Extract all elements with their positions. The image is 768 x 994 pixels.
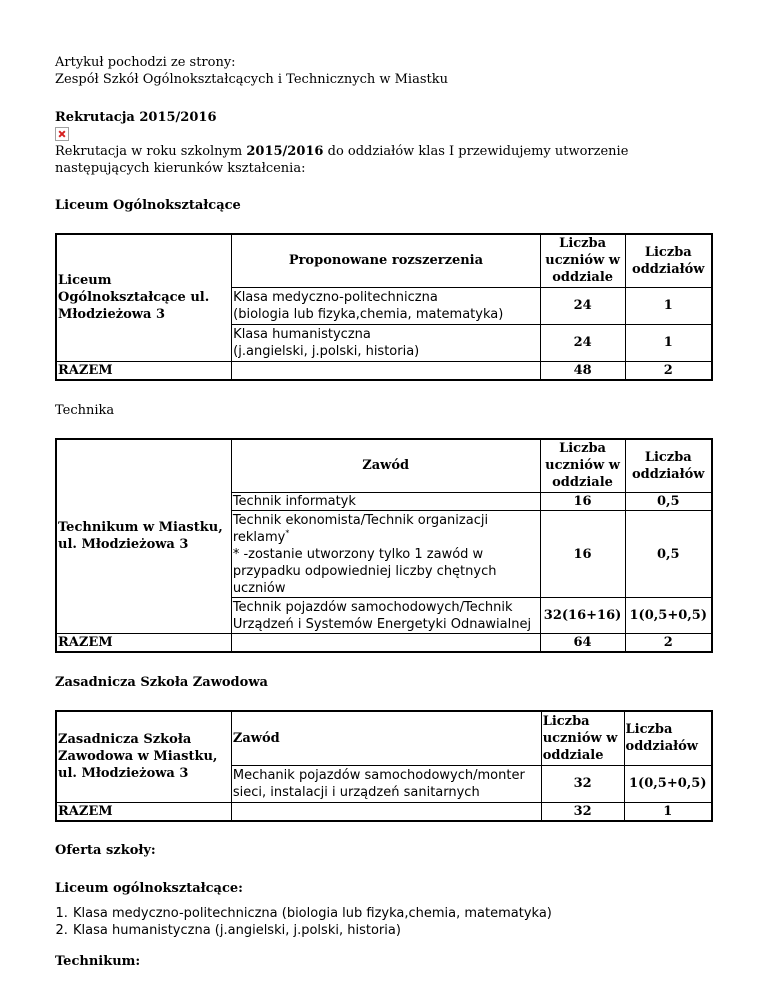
section-title-liceum: Liceum Ogólnokształcące [55,198,241,213]
intro-paragraph [55,143,715,177]
students-cell: 32 [541,765,624,802]
students-cell: 16 [540,511,625,598]
offer-title: Oferta szkoły: [55,842,156,858]
column-header-classes: Liczba oddziałów [625,439,712,493]
school-name-cell: Zasadnicza Szkoła Zawodowa w Miastku, ul. Młodzieżowa 3 [56,711,231,802]
offer-liceum-list [55,905,715,939]
total-classes: 1 [624,802,712,821]
profile-cell: Klasa humanistyczna (j.angielski, j.polski, historia) [232,324,541,361]
column-header-students: Liczba uczniów w oddziale [540,439,625,493]
total-classes: 2 [625,634,712,653]
classes-cell: 0,5 [625,511,712,598]
students-cell: 32(16+16) [540,598,625,634]
section-title-zawodowa: Zasadnicza Szkoła Zawodowa [55,675,268,690]
total-row [56,802,712,821]
school-name-cell: Liceum Ogólnokształcące ul. Młodzieżowa 3 [56,234,232,361]
profile-cell: Technik informatyk [231,493,540,511]
total-label: RAZEM [56,802,231,821]
total-students: 64 [540,634,625,653]
zawodowa-table [55,710,713,822]
intro-text-after: do oddziałów klas I przewidujemy utworzenie następujących kierunków kształcenia: [55,144,629,176]
column-header-classes: Liczba oddziałów [625,234,712,287]
column-header-profile: Zawód [231,439,540,493]
classes-cell: 1 [625,324,712,361]
intro-year: 2015/2016 [246,144,324,159]
total-row [56,634,712,653]
classes-cell: 1(0,5+0,5) [625,598,712,634]
students-cell: 16 [540,493,625,511]
table-header-row [56,234,712,287]
column-header-profile: Proponowane rozszerzenia [232,234,541,287]
column-header-profile: Zawód [231,711,541,765]
classes-cell: 0,5 [625,493,712,511]
section-title-technika: Technika [55,402,115,418]
source-school-name: Zespół Szkół Ogólnokształcących i Technicznych w Miastku [55,72,448,87]
table-header-row [56,439,712,493]
total-label: RAZEM [56,634,231,653]
total-students: 32 [541,802,624,821]
total-row [56,361,712,380]
offer-liceum-title: Liceum ogólnokształcące: [55,880,243,896]
total-label: RAZEM [56,361,232,380]
empty-cell [231,634,540,653]
article [55,54,715,970]
list-item: 1. Klasa medyczno-politechniczna (biologia lub fizyka,chemia, matematyka) [72,905,715,922]
broken-image-icon [55,127,69,141]
technika-table [55,438,713,654]
school-name-cell: Technikum w Miastku, ul. Młodzieżowa 3 [56,439,231,634]
empty-cell [231,802,541,821]
classes-cell: 1 [625,287,712,324]
profile-cell: Klasa medyczno-politechniczna (biologia lub fizyka,chemia, matematyka) [232,287,541,324]
students-cell: 24 [540,287,625,324]
profile-cell: Mechanik pojazdów samochodowych/monter sieci, instalacji i urządzeń sanitarnych [231,765,541,802]
table-header-row [56,711,712,765]
source-label: Artykuł pochodzi ze strony: [55,55,236,70]
column-header-students: Liczba uczniów w oddziale [540,234,625,287]
intro-text-before: Rekrutacja w roku szkolnym [55,144,247,159]
source-note [55,54,715,88]
column-header-classes: Liczba oddziałów [624,711,712,765]
page-title: Rekrutacja 2015/2016 [55,110,217,125]
profile-cell: Technik pojazdów samochodowych/Technik Urządzeń i Systemów Energetyki Odnawialnej [231,598,540,634]
classes-cell: 1(0,5+0,5) [624,765,712,802]
liceum-table [55,233,713,381]
list-item: 2. Klasa humanistyczna (j.angielski, j.polski, historia) [72,922,715,939]
column-header-students: Liczba uczniów w oddziale [541,711,624,765]
footnote-star: * [285,528,290,538]
empty-cell [232,361,541,380]
profile-cell: Technik ekonomista/Technik organizacji reklamy* * -zostanie utworzony tylko 1 zawód w przypadku odpowiedniej liczby chętnych uczniów [231,511,540,598]
students-cell: 24 [540,324,625,361]
offer-technikum-title: Technikum: [55,953,141,969]
total-students: 48 [540,361,625,380]
total-classes: 2 [625,361,712,380]
